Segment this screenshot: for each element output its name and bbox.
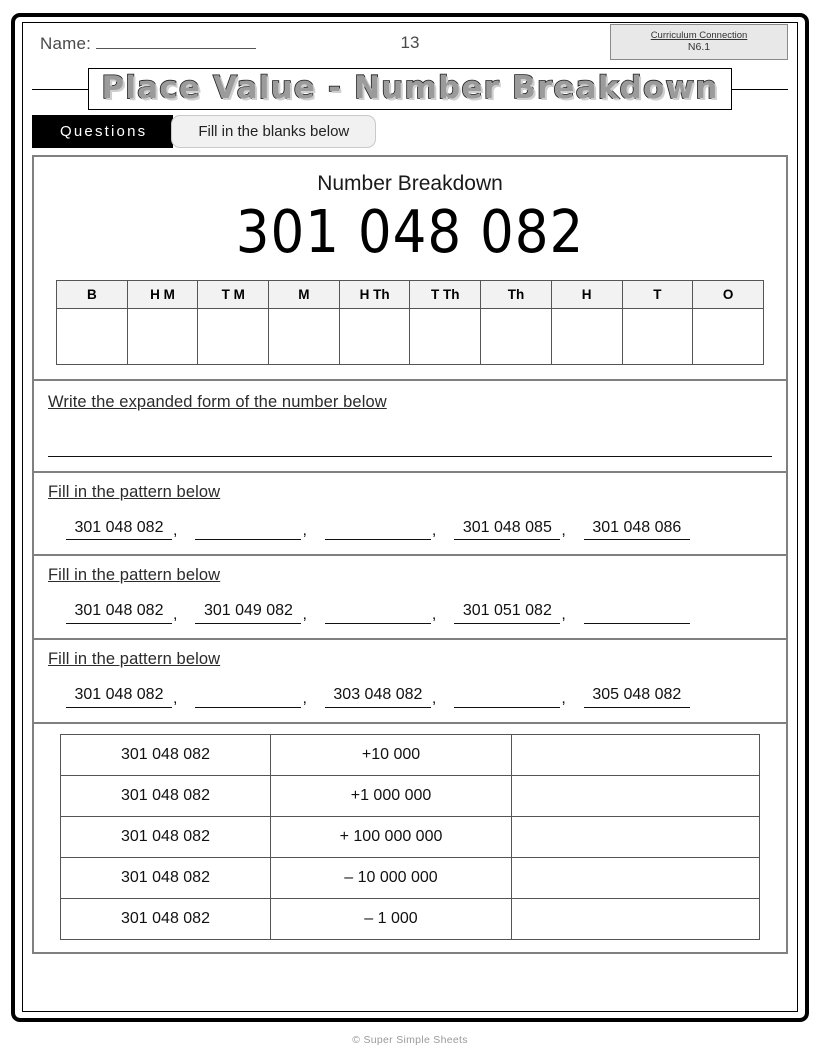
operation-answer-cell[interactable] [512, 816, 760, 857]
pattern-section-3 [34, 640, 786, 724]
pattern-slot-value[interactable]: 301 048 082 [66, 600, 172, 624]
pattern-comma: , [302, 522, 307, 540]
pattern-heading: Fill in the pattern below [48, 650, 221, 669]
pattern-slot[interactable] [66, 684, 195, 708]
pattern-slot-value[interactable] [325, 538, 431, 540]
pattern-slot-value[interactable] [325, 622, 431, 624]
place-value-header: H M [127, 280, 198, 308]
pattern-slot[interactable] [454, 517, 583, 541]
place-value-cell[interactable] [339, 308, 410, 364]
pattern-slot-value[interactable]: 301 051 082 [454, 600, 560, 624]
operation-number: 301 048 082 [61, 775, 271, 816]
place-value-cell[interactable] [410, 308, 481, 364]
pattern-slot[interactable] [66, 517, 195, 541]
place-value-header: T Th [410, 280, 481, 308]
tab-questions[interactable]: Questions [32, 115, 173, 148]
footer-copyright: © Super Simple Sheets [352, 1034, 468, 1046]
place-value-cell[interactable] [481, 308, 552, 364]
pattern-slot[interactable] [584, 517, 695, 541]
pattern-slot[interactable] [584, 684, 695, 708]
pattern-slot[interactable] [325, 606, 454, 624]
operation-answer-cell[interactable] [512, 857, 760, 898]
pattern-comma: , [302, 689, 307, 707]
operation-number: 301 048 082 [61, 734, 271, 775]
operation-expression: +10 000 [271, 734, 512, 775]
pattern-slot-value[interactable]: 301 048 082 [66, 517, 172, 541]
pattern-slot-value[interactable]: 303 048 082 [325, 684, 431, 708]
expanded-form-section [34, 381, 786, 473]
pattern-slot[interactable] [66, 600, 195, 624]
number-breakdown-label: Number Breakdown [317, 172, 503, 195]
pattern-comma: , [173, 522, 178, 540]
page-title: Place Value - Number Breakdown [101, 69, 719, 106]
place-value-header: T [622, 280, 693, 308]
pattern-slot[interactable] [454, 690, 583, 708]
tab-instruction: Fill in the blanks below [171, 115, 376, 148]
place-value-answer-row [57, 308, 764, 364]
pattern-slot[interactable] [195, 600, 324, 624]
pattern-slot-value[interactable] [195, 538, 301, 540]
place-value-table [56, 280, 764, 365]
place-value-cell[interactable] [622, 308, 693, 364]
curriculum-connection-code: N6.1 [687, 41, 711, 54]
pattern-section-1 [34, 473, 786, 557]
place-value-cell[interactable] [198, 308, 269, 364]
worksheet-content [22, 22, 798, 1012]
page-number: 13 [400, 33, 420, 52]
pattern-slot-value[interactable]: 301 048 086 [584, 517, 690, 541]
pattern-slot-value[interactable] [584, 622, 690, 624]
target-number: 301 048 082 [235, 197, 585, 266]
title-banner-row [32, 66, 788, 112]
pattern-slot-value[interactable]: 305 048 082 [584, 684, 690, 708]
operation-number: 301 048 082 [61, 857, 271, 898]
operation-expression: + 100 000 000 [271, 816, 512, 857]
place-value-cell[interactable] [693, 308, 764, 364]
pattern-slot-value[interactable] [195, 706, 301, 708]
pattern-slot[interactable] [325, 522, 454, 540]
operation-number: 301 048 082 [61, 816, 271, 857]
pattern-heading: Fill in the pattern below [48, 482, 221, 501]
pattern-comma: , [173, 689, 178, 707]
title-banner [88, 68, 731, 111]
pattern-slot[interactable] [195, 690, 324, 708]
pattern-slot-value[interactable] [454, 706, 560, 708]
place-value-cell[interactable] [127, 308, 198, 364]
operations-section [34, 724, 786, 952]
name-label: Name: [40, 34, 92, 53]
operation-expression: +1 000 000 [271, 775, 512, 816]
pattern-comma: , [561, 606, 566, 624]
place-value-header: H [551, 280, 622, 308]
worksheet-header [32, 22, 788, 66]
place-value-header: M [269, 280, 340, 308]
pattern-slot-value[interactable]: 301 048 085 [454, 517, 560, 541]
pattern-comma: , [302, 606, 307, 624]
operation-answer-cell[interactable] [512, 734, 760, 775]
pattern-slot-value[interactable]: 301 048 082 [66, 684, 172, 708]
pattern-slot-value[interactable]: 301 049 082 [195, 600, 301, 624]
pattern-heading: Fill in the pattern below [48, 566, 221, 585]
operation-expression: – 1 000 [271, 898, 512, 939]
place-value-header: T M [198, 280, 269, 308]
place-value-header: H Th [339, 280, 410, 308]
pattern-comma: , [431, 689, 437, 707]
pattern-comma: , [173, 606, 178, 624]
pattern-slot[interactable] [325, 684, 454, 708]
expanded-form-answer-line[interactable] [48, 456, 772, 457]
place-value-cell[interactable] [269, 308, 340, 364]
tab-bar [32, 115, 788, 148]
place-value-header: O [693, 280, 764, 308]
table-row [61, 816, 760, 857]
pattern-slot[interactable] [584, 606, 695, 624]
place-value-cell[interactable] [57, 308, 128, 364]
table-row [61, 734, 760, 775]
pattern-comma: , [561, 522, 566, 540]
expanded-form-heading: Write the expanded form of the number below [48, 392, 387, 411]
operation-answer-cell[interactable] [512, 775, 760, 816]
operation-answer-cell[interactable] [512, 898, 760, 939]
operation-number: 301 048 082 [61, 898, 271, 939]
curriculum-connection-box [610, 24, 788, 60]
number-breakdown-section [34, 157, 786, 381]
pattern-slot[interactable] [454, 600, 583, 624]
table-row [61, 898, 760, 939]
operation-expression: – 10 000 000 [271, 857, 512, 898]
pattern-slots [48, 600, 772, 624]
table-row [61, 775, 760, 816]
pattern-slots [48, 517, 772, 541]
place-value-header: B [57, 280, 128, 308]
place-value-header: Th [481, 280, 552, 308]
pattern-comma: , [431, 606, 437, 624]
pattern-slots [48, 684, 772, 708]
curriculum-connection-title: Curriculum Connection [650, 29, 748, 41]
place-value-header-row [57, 280, 764, 308]
place-value-cell[interactable] [551, 308, 622, 364]
pattern-section-2 [34, 556, 786, 640]
pattern-slot[interactable] [195, 522, 324, 540]
pattern-comma: , [431, 522, 437, 540]
questions-box [32, 155, 788, 954]
table-row [61, 857, 760, 898]
operations-table [60, 734, 760, 940]
pattern-comma: , [561, 689, 566, 707]
